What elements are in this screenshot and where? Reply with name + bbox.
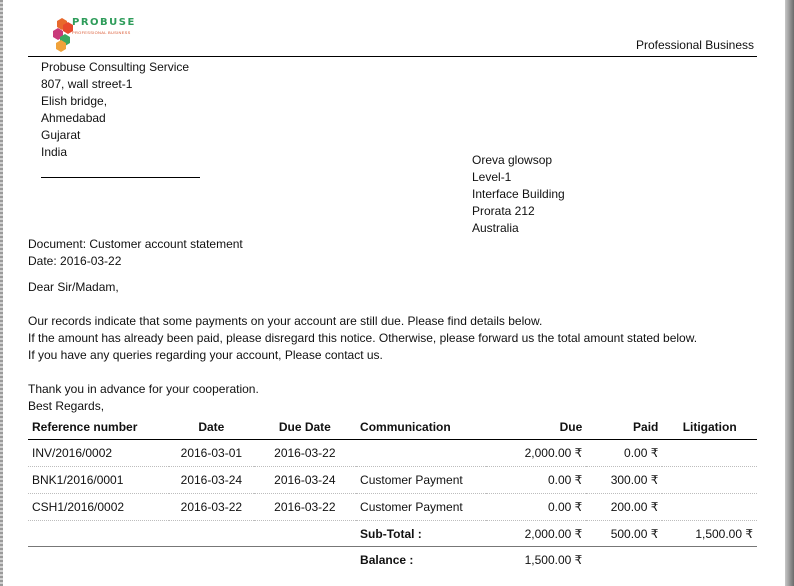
row-date: 2016-03-01 — [169, 440, 254, 467]
subtotal-row — [28, 521, 757, 547]
letter-paragraph-3: If you have any queries regarding your account, Please contact us. — [28, 348, 383, 362]
table-header-row — [28, 415, 757, 440]
row-due-date: 2016-03-24 — [254, 467, 356, 494]
header-due: Due — [486, 415, 586, 440]
header-reference-number: Reference number — [28, 415, 169, 440]
balance-due: 1,500.00 ₹ — [524, 553, 583, 567]
recipient-name: Oreva glowsop — [472, 153, 553, 167]
row-paid: 200.00 ₹ — [586, 494, 662, 521]
sender-address — [41, 59, 189, 161]
subtotal-empty-cell — [169, 521, 254, 547]
document-date: Date: 2016-03-22 — [28, 254, 122, 268]
row-date: 2016-03-24 — [169, 467, 254, 494]
balance-empty-cell — [254, 547, 356, 574]
header-litigation: Litigation — [662, 415, 757, 440]
logo-brand-text: PROBUSE — [72, 17, 136, 28]
row-litigation — [662, 494, 757, 521]
row-due: 2,000.00 ₹ — [486, 440, 586, 467]
row-litigation — [662, 440, 757, 467]
row-due: 0.00 ₹ — [486, 467, 586, 494]
recipient-address — [472, 152, 565, 237]
table-row — [28, 440, 757, 467]
sender-state: Gujarat — [41, 128, 81, 142]
balance-row — [28, 547, 757, 574]
logo-tagline: PROFESSIONAL BUSINESS — [72, 30, 131, 35]
statement-table — [28, 415, 757, 573]
recipient-line2: Interface Building — [472, 187, 565, 201]
header-date: Date — [169, 415, 254, 440]
balance-label: Balance : — [360, 553, 414, 567]
sender-company: Probuse Consulting Service — [41, 60, 190, 74]
letter-paragraph-1: Our records indicate that some payments on your account are still due. Please find details below. — [28, 314, 543, 328]
balance-empty-cell — [586, 547, 662, 574]
row-paid: 300.00 ₹ — [586, 467, 662, 494]
balance-empty-cell — [169, 547, 254, 574]
table-row — [28, 494, 757, 521]
address-underline — [41, 177, 200, 178]
header-due-date: Due Date — [254, 415, 356, 440]
row-reference: CSH1/2016/0002 — [28, 494, 169, 521]
balance-empty-cell — [28, 547, 169, 574]
subtotal-paid: 500.00 ₹ — [586, 521, 662, 547]
row-due-date: 2016-03-22 — [254, 440, 356, 467]
sender-country: India — [41, 145, 68, 159]
page-edge-left — [0, 0, 3, 586]
row-date: 2016-03-22 — [169, 494, 254, 521]
row-communication — [356, 440, 486, 467]
letter-thanks: Thank you in advance for your cooperation. — [28, 382, 259, 396]
row-litigation — [662, 467, 757, 494]
header-divider — [28, 56, 757, 57]
sender-street: 807, wall street-1 — [41, 77, 133, 91]
sender-area: Elish bridge, — [41, 94, 108, 108]
subtotal-due: 2,000.00 ₹ — [486, 521, 586, 547]
row-communication: Customer Payment — [356, 494, 486, 521]
subtotal-litigation: 1,500.00 ₹ — [662, 521, 757, 547]
row-reference: INV/2016/0002 — [28, 440, 169, 467]
recipient-line1: Level-1 — [472, 170, 512, 184]
row-due: 0.00 ₹ — [486, 494, 586, 521]
letter-paragraph-2: If the amount has already been paid, please disregard this notice. Otherwise, please forward us the total amount stated below. — [28, 331, 698, 345]
sender-city: Ahmedabad — [41, 111, 106, 125]
balance-empty-cell — [662, 547, 757, 574]
row-communication: Customer Payment — [356, 467, 486, 494]
subtotal-empty-cell — [254, 521, 356, 547]
row-paid: 0.00 ₹ — [586, 440, 662, 467]
row-reference: BNK1/2016/0001 — [28, 467, 169, 494]
header-communication: Communication — [356, 415, 486, 440]
subtotal-empty-cell — [28, 521, 169, 547]
letter-greeting: Dear Sir/Madam, — [28, 280, 119, 294]
document-title: Document: Customer account statement — [28, 237, 243, 251]
recipient-line3: Prorata 212 — [472, 204, 535, 218]
row-due-date: 2016-03-22 — [254, 494, 356, 521]
company-tagline: Professional Business — [635, 38, 754, 52]
recipient-country: Australia — [472, 221, 519, 235]
table-row — [28, 467, 757, 494]
subtotal-label: Sub-Total : — [356, 521, 486, 547]
scrollbar-edge[interactable] — [785, 0, 794, 586]
header-paid: Paid — [586, 415, 662, 440]
letter-regards: Best Regards, — [28, 399, 105, 413]
